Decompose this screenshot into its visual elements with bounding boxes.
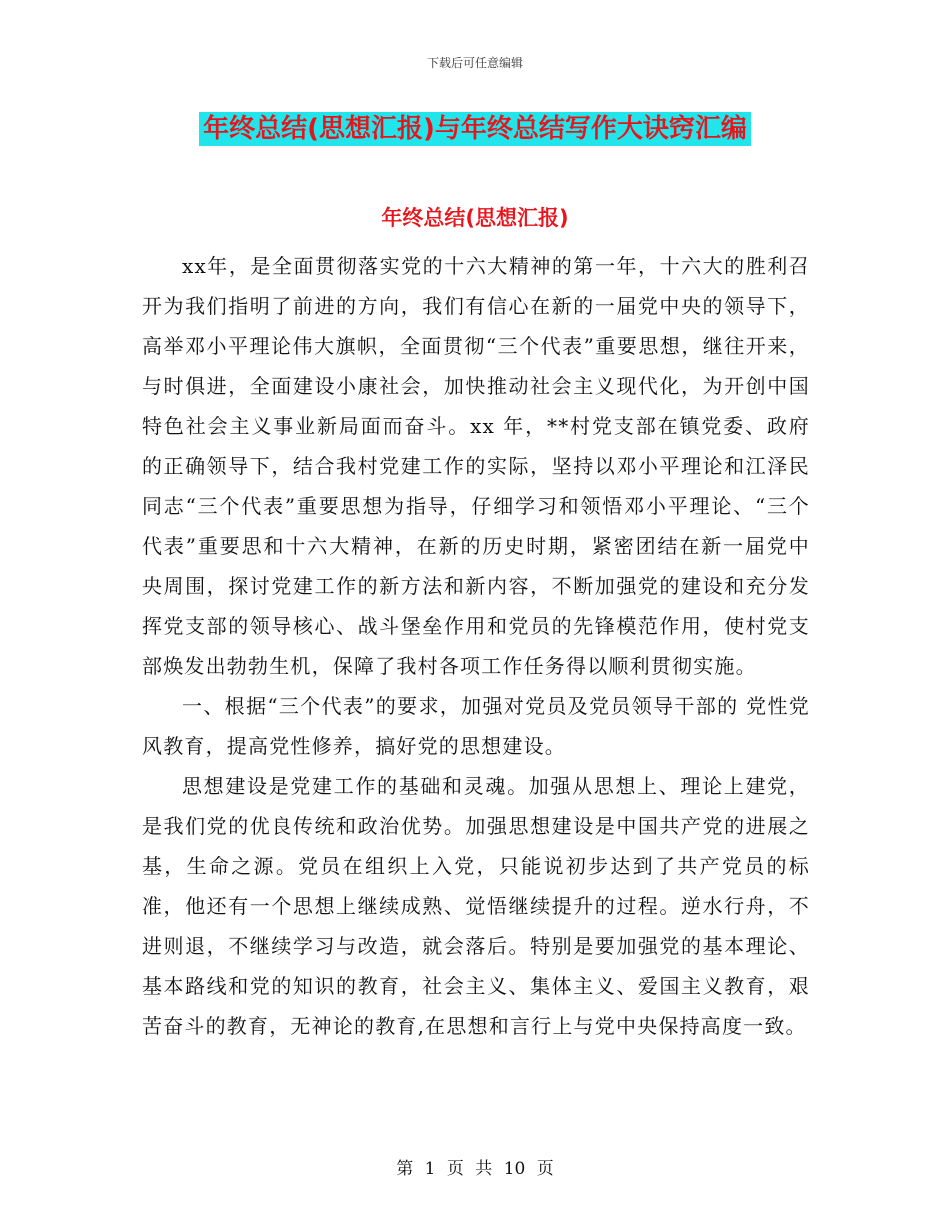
- header-note: 下载后可任意编辑: [426, 56, 523, 70]
- section-title: 年终总结(思想汇报): [381, 206, 569, 230]
- paragraph-intro: xx年，是全面贯彻落实党的十六大精神的第一年，十六大的胜利召开为我们指明了前进的方向，我们有信心在新的一届党中央的领导下，高举邓小平理论伟大旗帜，全面贯彻“三个代表”重要思想，继往开来，与时俱进，全面建设小康社会，加快推动社会主义现代化，为开创中国特色社会主义事业新局面而奋斗。xx 年，**村党支部在镇党委、政府的正确领导下，结合我村党建工作的实际，坚持以邓小平理论和江泽民同志“三个代表”重要思想为指导，仔细学习和领悟邓小平理论、“三个代表”重要思和十六大精神，在新的历史时期，紧密团结在新一届党中央周围，探讨党建工作的新方法和新内容，不断加强党的建设和充分发挥党支部的领导核心、战斗堡垒作用和党员的先锋模范作用，使村党支部焕发出勃勃生机，保障了我村各项工作任务得以顺利贯彻实施。: [142, 254, 810, 678]
- body-text: [142, 246, 810, 1046]
- main-title-container: [0, 112, 950, 146]
- page-footer: 第 1 页 共 10 页: [396, 1159, 554, 1179]
- paragraph-ideology: 思想建设是党建工作的基础和灵魂。加强从思想上、理论上建党，是我们党的优良传统和政治优势。加强思想建设是中国共产党的进展之基，生命之源。党员在组织上入党，只能说初步达到了共产党员的标准，他还有一个思想上继续成熟、觉悟继续提升的过程。逆水行舟，不进则退，不继续学习与改造，就会落后。特别是要加强党的基本理论、基本路线和党的知识的教育，社会主义、集体主义、爱国主义教育，艰苦奋斗的教育，无神论的教育,在思想和言行上与党中央保持高度一致。: [142, 774, 810, 1038]
- paragraph-heading-one: 一、根据“三个代表”的要求，加强对党员及党员领导干部的 党性党风教育，提高党性修养，搞好党的思想建设。: [142, 694, 810, 758]
- main-title: 年终总结(思想汇报)与年终总结写作大诀窍汇编: [199, 112, 751, 146]
